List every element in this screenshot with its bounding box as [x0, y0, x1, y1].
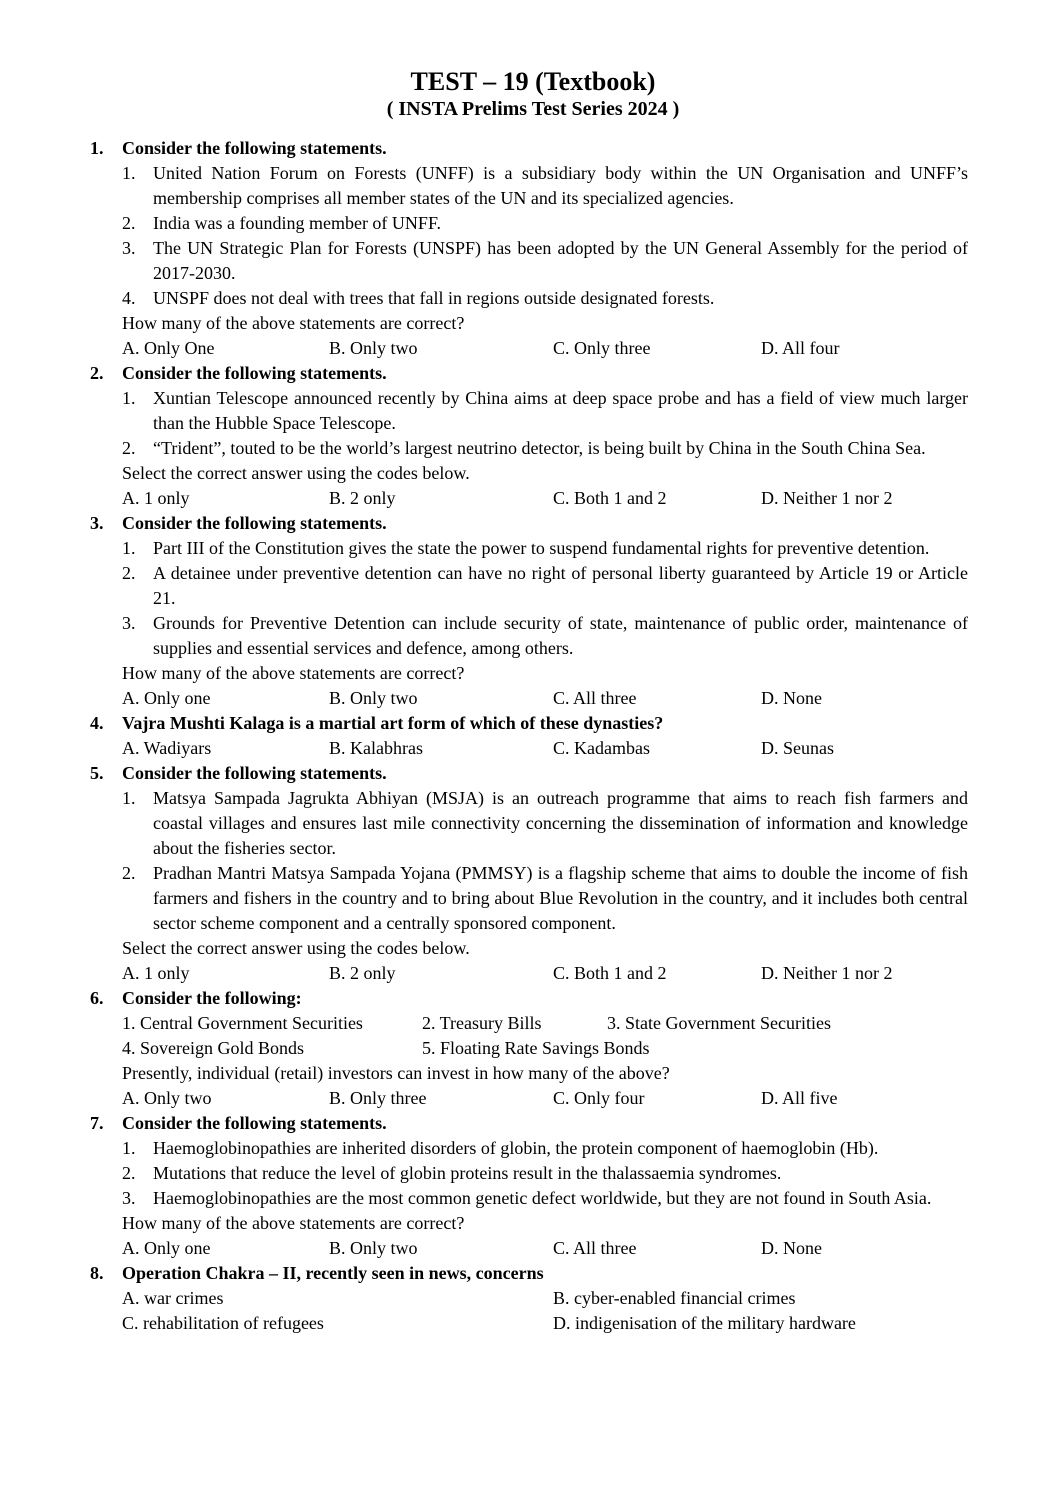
statement: [122, 211, 968, 236]
answer-option[interactable]: C. Only four: [553, 1087, 645, 1108]
answer-option[interactable]: C. Only three: [553, 337, 651, 358]
statement-number: 1.: [122, 162, 136, 183]
answer-option[interactable]: B. Only two: [329, 1237, 418, 1258]
statement-number: 1.: [122, 1137, 136, 1158]
statement: [122, 1136, 968, 1161]
answer-option[interactable]: A. Only two: [122, 1087, 212, 1108]
option-row: [122, 336, 968, 361]
option-row: [122, 961, 968, 986]
question-3: [90, 511, 968, 711]
statement-number: 2.: [122, 437, 136, 458]
question-prompt: How many of the above statements are correct?: [122, 1212, 465, 1233]
page-title: TEST – 19 (Textbook): [410, 67, 656, 96]
option-row: [122, 1286, 968, 1311]
statement-text: UNSPF does not deal with trees that fall in regions outside designated forests.: [153, 287, 715, 308]
answer-option[interactable]: A. Only One: [122, 337, 215, 358]
answer-option[interactable]: D. All five: [761, 1087, 838, 1108]
question-number: 6.: [90, 987, 104, 1008]
question-number: 8.: [90, 1262, 104, 1283]
statement-text: Haemoglobinopathies are inherited disorders of globin, the protein component of haemoglobin (Hb).: [153, 1137, 879, 1158]
item: 1. Central Government Securities: [122, 1012, 363, 1033]
question-list: [90, 136, 968, 1336]
question-number: 3.: [90, 512, 104, 533]
statement-number: 3.: [122, 237, 136, 258]
statement-text: A detainee under preventive detention can have no right of personal liberty guaranteed by Article 19 or Article 21.: [153, 562, 968, 608]
statement: [122, 1186, 968, 1211]
statement-number: 1.: [122, 387, 136, 408]
statement: [122, 386, 968, 436]
statement-number: 4.: [122, 287, 136, 308]
option-row: [122, 1086, 968, 1111]
statement-number: 2.: [122, 212, 136, 233]
question-7: [90, 1111, 968, 1261]
statement-text: Matsya Sampada Jagrukta Abhiyan (MSJA) is an outreach programme that aims to reach fish farmers and coastal villages and ensures last mile connectivity concerning the dissemination of information and knowledge about the fisheries sector.: [153, 787, 968, 858]
answer-option[interactable]: D. None: [761, 687, 822, 708]
answer-option[interactable]: A. 1 only: [122, 487, 190, 508]
answer-option[interactable]: D. Neither 1 nor 2: [761, 962, 893, 983]
statement: [122, 786, 968, 861]
statement-number: 1.: [122, 787, 136, 808]
answer-option[interactable]: B. Only three: [329, 1087, 427, 1108]
answer-option[interactable]: A. Only one: [122, 687, 211, 708]
statement: [122, 1161, 968, 1186]
statement-number: 2.: [122, 1162, 136, 1183]
statement: [122, 286, 968, 311]
answer-option[interactable]: C. Both 1 and 2: [553, 487, 667, 508]
option-row: [122, 1236, 968, 1261]
question-prompt: Select the correct answer using the codes below.: [122, 937, 470, 958]
answer-option[interactable]: B. Kalabhras: [329, 737, 423, 758]
statement-number: 2.: [122, 562, 136, 583]
option-row: [122, 486, 968, 511]
page-subtitle: ( INSTA Prelims Test Series 2024 ): [386, 98, 680, 120]
item-row: [122, 1036, 968, 1061]
statement-text: The UN Strategic Plan for Forests (UNSPF) has been adopted by the UN General Assembly for the period of 2017-2030.: [153, 237, 968, 283]
question-number: 7.: [90, 1112, 104, 1133]
answer-option[interactable]: B. Only two: [329, 337, 418, 358]
question-stem: Consider the following:: [122, 987, 302, 1008]
answer-option[interactable]: A. 1 only: [122, 962, 190, 983]
statement-number: 3.: [122, 1187, 136, 1208]
statement-text: Haemoglobinopathies are the most common genetic defect worldwide, but they are not found in South Asia.: [153, 1187, 932, 1208]
answer-option[interactable]: C. All three: [553, 1237, 637, 1258]
statement-number: 2.: [122, 862, 136, 883]
question-prompt: How many of the above statements are correct?: [122, 312, 465, 333]
statement-text: “Trident”, touted to be the world’s largest neutrino detector, is being built by China in the South China Sea.: [153, 437, 926, 458]
question-prompt: How many of the above statements are correct?: [122, 662, 465, 683]
question-prompt: Select the correct answer using the codes below.: [122, 462, 470, 483]
question-stem: Consider the following statements.: [122, 1112, 387, 1133]
answer-option[interactable]: D. indigenisation of the military hardware: [553, 1312, 856, 1333]
answer-option[interactable]: C. Kadambas: [553, 737, 650, 758]
statement-number: 1.: [122, 537, 136, 558]
statement: [122, 236, 968, 286]
statement-text: India was a founding member of UNFF.: [153, 212, 442, 233]
item: 3. State Government Securities: [607, 1012, 831, 1033]
question-number: 5.: [90, 762, 104, 783]
statement-text: Xuntian Telescope announced recently by China aims at deep space probe and has a field of view much larger than the Hubble Space Telescope.: [153, 387, 968, 433]
question-6: [90, 986, 968, 1111]
statement-number: 3.: [122, 612, 136, 633]
question-number: 4.: [90, 712, 104, 733]
answer-option[interactable]: D. None: [761, 1237, 822, 1258]
question-stem: Consider the following statements.: [122, 512, 387, 533]
answer-option[interactable]: C. All three: [553, 687, 637, 708]
question-5: [90, 761, 968, 986]
statement: [122, 861, 968, 936]
question-stem: Operation Chakra – II, recently seen in news, concerns: [122, 1262, 544, 1283]
answer-option[interactable]: B. 2 only: [329, 962, 396, 983]
answer-option[interactable]: B. Only two: [329, 687, 418, 708]
statement: [122, 561, 968, 611]
answer-option[interactable]: B. cyber-enabled financial crimes: [553, 1287, 796, 1308]
statement: [122, 536, 968, 561]
question-stem: Consider the following statements.: [122, 762, 387, 783]
statement: [122, 611, 968, 661]
answer-option[interactable]: A. Only one: [122, 1237, 211, 1258]
item: 2. Treasury Bills: [422, 1012, 542, 1033]
answer-option[interactable]: D. All four: [761, 337, 840, 358]
statement: [122, 161, 968, 211]
option-row: [122, 686, 968, 711]
question-stem: Consider the following statements.: [122, 137, 387, 158]
answer-option[interactable]: B. 2 only: [329, 487, 396, 508]
statement-text: United Nation Forum on Forests (UNFF) is a subsidiary body within the UN Organisation and UNFF’s membership comprises all member states of the UN and its specialized agencies.: [153, 162, 968, 208]
answer-option[interactable]: A. war crimes: [122, 1287, 224, 1308]
question-stem: Consider the following statements.: [122, 362, 387, 383]
answer-option[interactable]: A. Wadiyars: [122, 737, 212, 758]
item-row: [122, 1011, 968, 1036]
statement-text: Part III of the Constitution gives the state the power to suspend fundamental rights for preventive detention.: [153, 537, 930, 558]
question-1: [90, 136, 968, 361]
answer-option[interactable]: C. Both 1 and 2: [553, 962, 667, 983]
option-row: [122, 1311, 968, 1336]
statement-text: Pradhan Mantri Matsya Sampada Yojana (PMMSY) is a flagship scheme that aims to double the income of fish farmers and fishers in the country and to bring about Blue Revolution in the country, and it includes both central sector scheme component and a centrally sponsored component.: [153, 862, 968, 933]
statement-text: Grounds for Preventive Detention can include security of state, maintenance of public order, maintenance of supplies and essential services and defence, among others.: [153, 612, 968, 658]
answer-option[interactable]: C. rehabilitation of refugees: [122, 1312, 324, 1333]
question-2: [90, 361, 968, 511]
statement-text: Mutations that reduce the level of globin proteins result in the thalassaemia syndromes.: [153, 1162, 782, 1183]
question-8: [90, 1261, 968, 1336]
statement: [122, 436, 968, 461]
answer-option[interactable]: D. Seunas: [761, 737, 834, 758]
answer-option[interactable]: D. Neither 1 nor 2: [761, 487, 893, 508]
question-prompt: Presently, individual (retail) investors can invest in how many of the above?: [122, 1062, 670, 1083]
question-4: [90, 711, 968, 761]
item: 5. Floating Rate Savings Bonds: [422, 1037, 650, 1058]
question-stem: Vajra Mushti Kalaga is a martial art form of which of these dynasties?: [122, 712, 664, 733]
question-number: 2.: [90, 362, 104, 383]
item: 4. Sovereign Gold Bonds: [122, 1037, 304, 1058]
question-number: 1.: [90, 137, 104, 158]
option-row: [122, 736, 968, 761]
